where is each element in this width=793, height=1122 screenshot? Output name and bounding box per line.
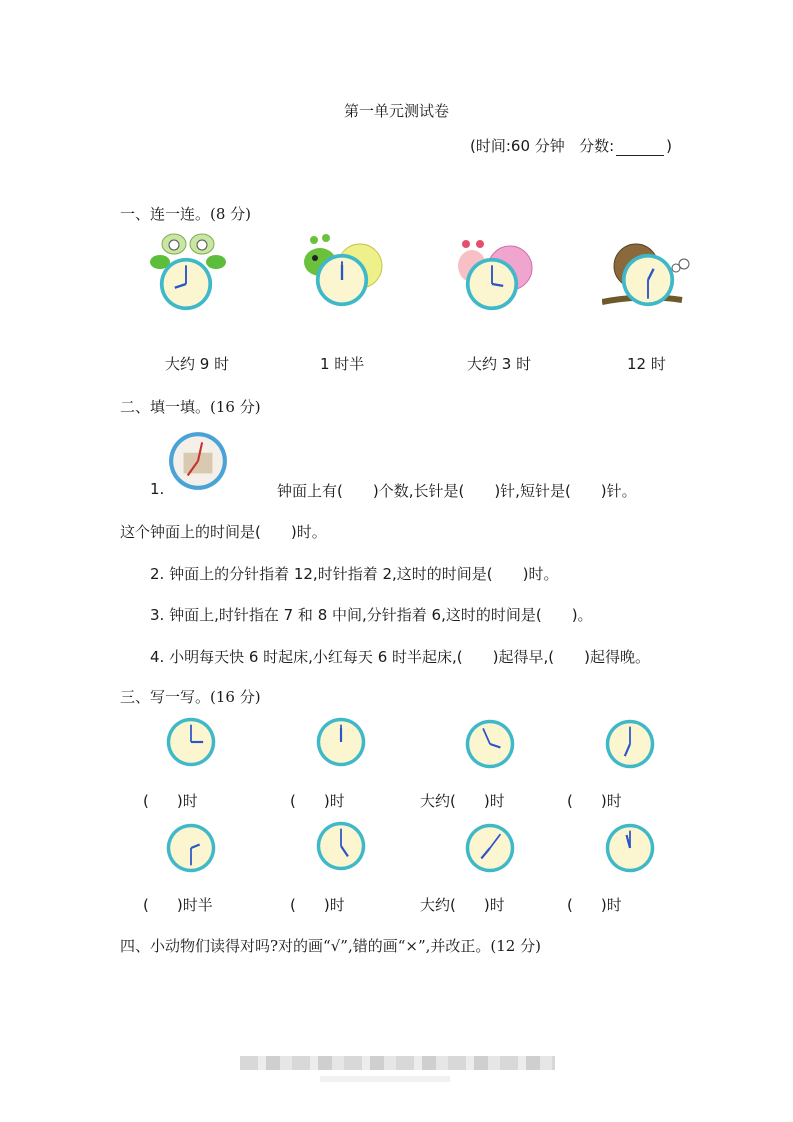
close-paren: ): [666, 137, 672, 155]
time-score-line: [470, 135, 672, 156]
s1-label-4: 12 时: [627, 355, 666, 373]
clock-icon-s1-4: [620, 252, 676, 308]
score-label: 分数:: [579, 137, 615, 155]
clock-icon-s3-3: [464, 718, 516, 770]
section1-heading: 一、连一连。(8 分): [120, 205, 252, 223]
clock-icon-s3-4: [604, 718, 656, 770]
q4-text: 4. 小明每天快 6 时起床,小红每天 6 时半起床,( )起得早,( )起得晚。: [150, 648, 650, 666]
paren-suffix: )时半: [176, 896, 213, 914]
paren-prefix: (: [290, 792, 296, 810]
clock-icon-s3-6: [315, 820, 367, 872]
s3-r2-answer-1[interactable]: [143, 894, 213, 915]
blurred-footer-line: [320, 1076, 450, 1082]
score-blank[interactable]: [616, 141, 664, 156]
paren-prefix: (: [143, 896, 149, 914]
clock-icon-s3-5: [165, 822, 217, 874]
paren-prefix: (: [143, 792, 149, 810]
s3-r1-answer-2[interactable]: [290, 790, 345, 811]
paren-prefix: (: [567, 792, 573, 810]
s3-r2-answer-2[interactable]: [290, 894, 345, 915]
paren-prefix: 大约(: [420, 896, 456, 914]
paren-suffix: )时: [176, 792, 198, 810]
clock-icon-s3-1: [165, 716, 217, 768]
clock-icon-s1-1: [158, 256, 214, 312]
q1-text: 钟面上有( )个数,长针是( )针,短针是( )针。: [277, 482, 637, 500]
clock-icon-s3-8: [604, 822, 656, 874]
time-label: (时间:60 分钟: [470, 137, 565, 155]
q3-text: 3. 钟面上,时针指在 7 和 8 中间,分针指着 6,这时的时间是( )。: [150, 606, 593, 624]
section3-heading: 三、写一写。(16 分): [120, 688, 261, 706]
paren-suffix: )时: [323, 792, 345, 810]
paren-suffix: )时: [600, 792, 622, 810]
paren-prefix: (: [567, 896, 573, 914]
paren-suffix: )时: [483, 792, 505, 810]
s3-r2-answer-4[interactable]: [567, 894, 622, 915]
paren-prefix: (: [290, 896, 296, 914]
clock-icon-s1-2: [314, 252, 370, 308]
s3-r1-answer-3[interactable]: [420, 790, 505, 811]
q1-continuation: 这个钟面上的时间是( )时。: [120, 523, 327, 541]
q1-number: 1.: [150, 480, 165, 498]
clock-icon-s3-7: [464, 822, 516, 874]
s1-label-1: 大约 9 时: [165, 355, 230, 373]
blurred-footer: [240, 1056, 555, 1070]
clock-icon-s3-2: [315, 716, 367, 768]
paren-suffix: )时: [483, 896, 505, 914]
clock-photo-icon: [166, 430, 230, 492]
s3-r1-answer-1[interactable]: [143, 790, 198, 811]
s3-r1-answer-4[interactable]: [567, 790, 622, 811]
q2-text: 2. 钟面上的分针指着 12,时针指着 2,这时的时间是( )时。: [150, 565, 559, 583]
section4-heading: 四、小动物们读得对吗?对的画“√”,错的画“×”,并改正。(12 分): [120, 937, 541, 955]
paren-prefix: 大约(: [420, 792, 456, 810]
paren-suffix: )时: [323, 896, 345, 914]
page-title: 第一单元测试卷: [343, 102, 449, 120]
section2-heading: 二、填一填。(16 分): [120, 398, 261, 416]
clock-icon-s1-3: [464, 256, 520, 312]
s1-label-2: 1 时半: [320, 355, 365, 373]
paren-suffix: )时: [600, 896, 622, 914]
s3-r2-answer-3[interactable]: [420, 894, 505, 915]
s1-label-3: 大约 3 时: [467, 355, 532, 373]
